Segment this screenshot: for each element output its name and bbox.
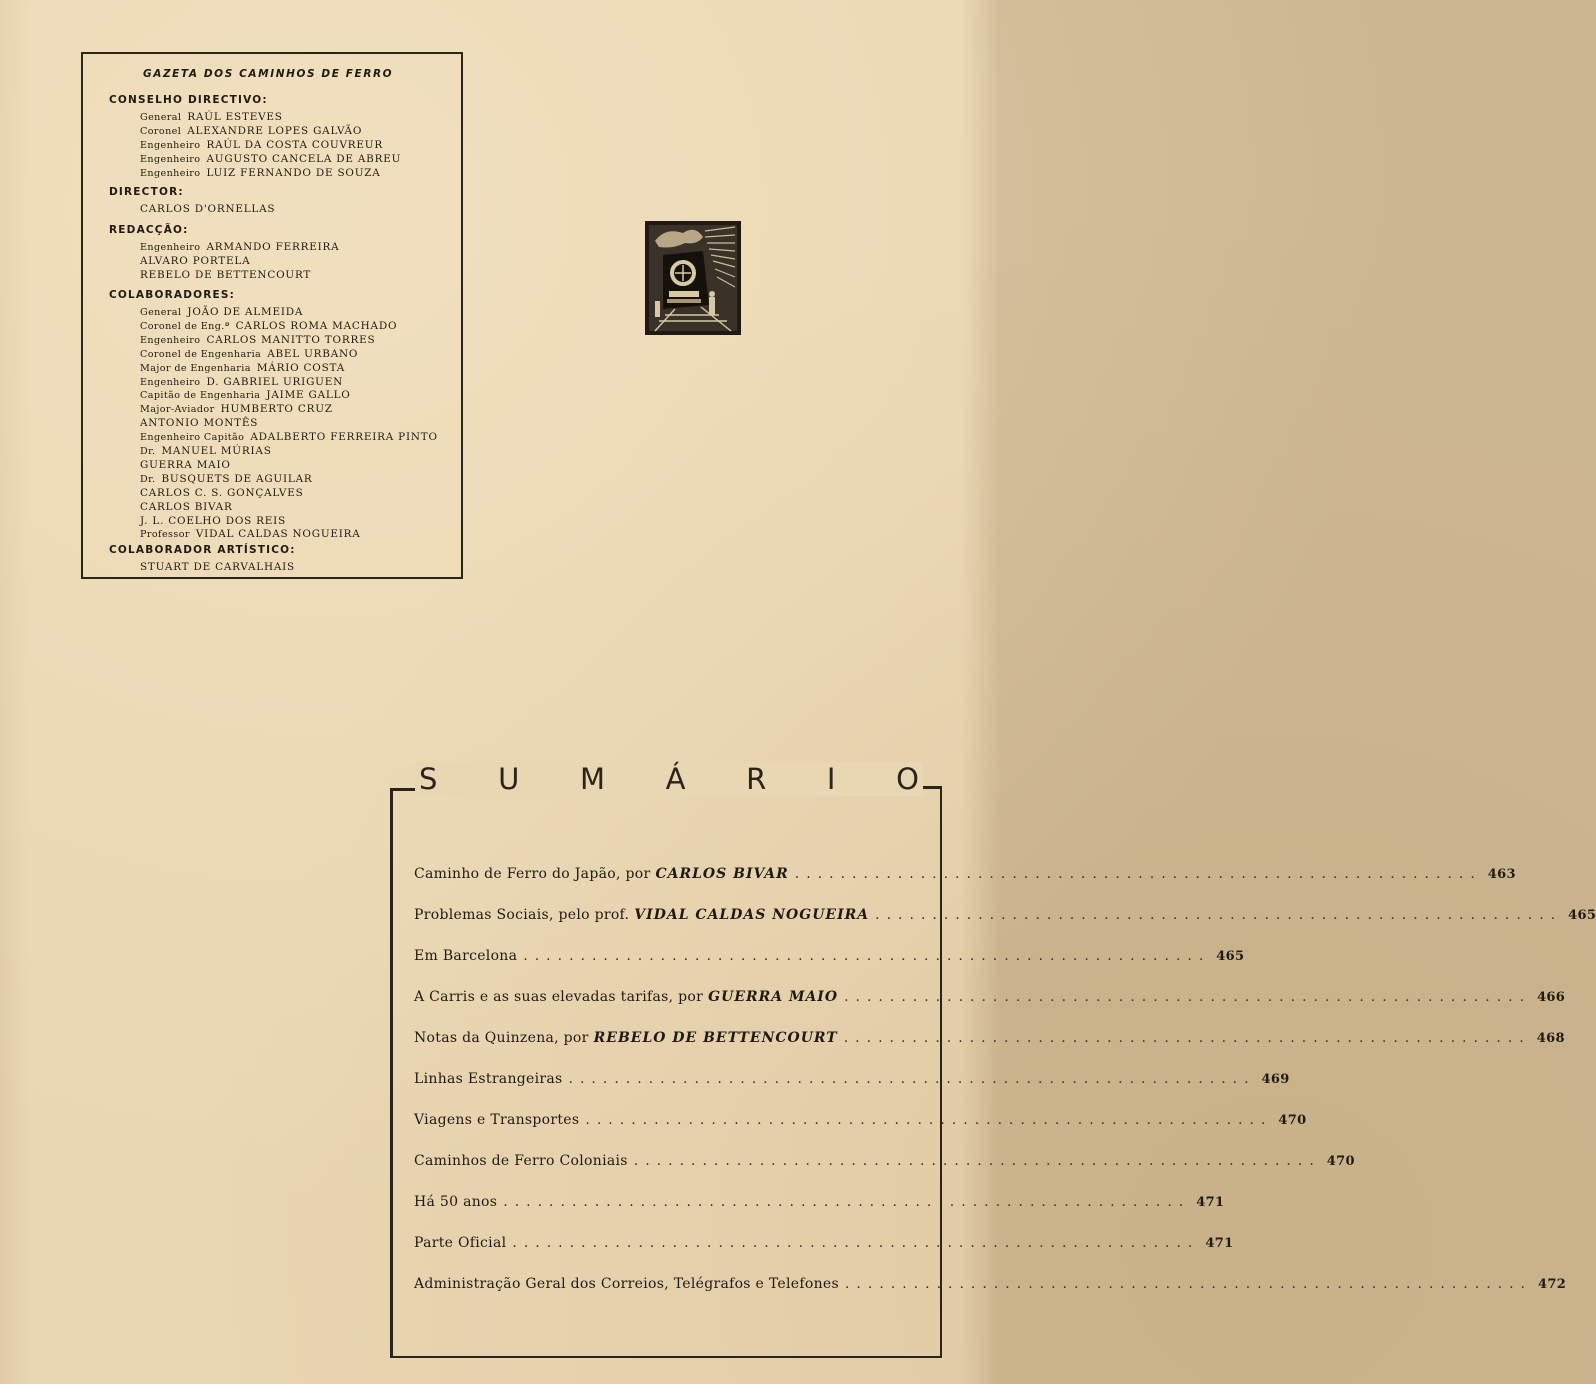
member-name: REBELO DE BETTENCOURT: [140, 268, 312, 281]
toc-entry-author: REBELO DE BETTENCOURT: [593, 1030, 838, 1046]
toc-entry-title: Há 50 anos: [414, 1194, 498, 1210]
masthead-member: [140, 459, 231, 471]
toc-entry-page: 465: [1216, 949, 1245, 964]
masthead-member: [140, 348, 358, 360]
toc-leader-dots: ............................................................: [585, 1112, 1273, 1128]
box-left-border: [390, 788, 393, 1358]
box-top-left-border: [390, 788, 418, 791]
toc-entry-author: GUERRA MAIO: [708, 989, 839, 1005]
member-name: MANUEL MÚRIAS: [161, 445, 272, 457]
member-role: Dr.: [140, 446, 156, 457]
toc-entry: [414, 1235, 1234, 1251]
member-role: Major-Aviador: [140, 404, 215, 416]
masthead-member: [140, 334, 375, 346]
masthead-member: [140, 431, 438, 443]
member-name: AUGUSTO CANCELA DE ABREU: [206, 152, 402, 165]
toc-leader-dots: ............................................................: [633, 1153, 1321, 1169]
member-name: CARLOS MANITTO TORRES: [206, 333, 376, 346]
toc-leader-dots: ............................................................: [844, 1276, 1532, 1292]
masthead-section-heading: REDACÇÃO:: [109, 224, 189, 236]
member-name: RAÚL ESTEVES: [187, 111, 283, 123]
toc-entry: [414, 1153, 1355, 1169]
masthead-member: [140, 376, 343, 388]
member-name: ALEXANDRE LOPES GALVÃO: [187, 124, 363, 137]
toc-entry-title: Viagens e Transportes: [414, 1112, 580, 1128]
toc-leader-dots: ............................................................: [512, 1235, 1200, 1251]
member-role: Engenheiro: [140, 334, 201, 346]
masthead-member: [140, 389, 351, 401]
toc-entry-title: Parte Oficial: [414, 1235, 507, 1251]
masthead-member: [140, 241, 339, 253]
toc-entry-page: 470: [1326, 1154, 1355, 1169]
sumario-heading-letter: Á: [665, 762, 686, 796]
toc-entry: [414, 866, 1516, 882]
toc-entry: [414, 1194, 1225, 1210]
member-role: Major de Engenharia: [140, 362, 251, 374]
member-name: ARMANDO FERREIRA: [206, 241, 340, 253]
masthead-member: [140, 528, 361, 540]
toc-leader-dots: ............................................................: [794, 866, 1482, 882]
member-name: JAIME GALLO: [266, 389, 351, 402]
masthead-member: [140, 501, 233, 513]
toc-leader-dots: ............................................................: [523, 948, 1211, 964]
member-role: Professor: [140, 529, 190, 541]
masthead-member: [140, 167, 381, 179]
toc-entry-author: VIDAL CALDAS NOGUEIRA: [634, 907, 870, 923]
masthead-member: [140, 487, 304, 499]
member-role: Coronel de Eng.ª: [140, 320, 230, 332]
member-name: RAÚL DA COSTA COUVREUR: [206, 138, 383, 151]
toc-entry: [414, 1112, 1307, 1128]
masthead-member: [140, 473, 313, 485]
sumario-box: [390, 776, 942, 1358]
member-role: Coronel: [140, 125, 182, 137]
toc-entry: [414, 1276, 1567, 1292]
box-bottom-border: [390, 1356, 942, 1359]
toc-entry-page: 466: [1537, 990, 1566, 1005]
masthead-member: [140, 269, 311, 281]
member-name: ABEL URBANO: [267, 347, 359, 360]
masthead-member: [140, 306, 303, 318]
toc-entry-page: 471: [1196, 1195, 1225, 1210]
member-role: Engenheiro: [140, 153, 201, 165]
toc-entry-title: Em Barcelona: [414, 948, 518, 964]
masthead-member: [140, 403, 333, 415]
member-name: GUERRA MAIO: [140, 458, 231, 471]
toc-entry-author: CARLOS BIVAR: [655, 866, 789, 882]
toc-entry-title: Administração Geral dos Correios, Telégrafos e Telefones: [414, 1276, 839, 1292]
toc-entry-page: 463: [1487, 867, 1516, 882]
member-name: CARLOS C. S. GONÇALVES: [140, 486, 304, 499]
masthead-box: [81, 52, 463, 579]
member-name: MÁRIO COSTA: [256, 361, 346, 374]
masthead-member: [140, 362, 345, 374]
masthead-member: [140, 111, 283, 123]
toc-entry-title: Linhas Estrangeiras: [414, 1071, 563, 1087]
locomotive-woodcut-illustration: [645, 221, 741, 335]
masthead-member: [140, 561, 295, 573]
toc-entry: [414, 1071, 1290, 1087]
member-role: General: [140, 307, 182, 318]
toc-leader-dots: ............................................................: [844, 989, 1532, 1005]
toc-leader-dots: ............................................................: [843, 1030, 1531, 1046]
sumario-heading-letter: S: [419, 762, 438, 796]
toc-leader-dots: ............................................................: [875, 907, 1563, 923]
member-name: VIDAL CALDAS NOGUEIRA: [195, 528, 361, 541]
member-role: Dr.: [140, 473, 156, 485]
toc-entry: [414, 948, 1245, 964]
sumario-heading-letter: R: [746, 762, 767, 796]
member-role: General: [140, 112, 182, 123]
member-name: D. GABRIEL URIGUEN: [206, 375, 344, 388]
masthead-section-heading: DIRECTOR:: [109, 186, 184, 198]
sumario-heading-letter: M: [579, 762, 605, 796]
toc-entry-page: 471: [1205, 1236, 1234, 1251]
sumario-heading-letter: O: [896, 762, 919, 796]
member-name: ALVARO PORTELA: [140, 254, 251, 267]
member-name: ADALBERTO FERREIRA PINTO: [250, 431, 438, 444]
member-role: Coronel de Engenharia: [140, 348, 262, 360]
member-name: J. L. COELHO DOS REIS: [140, 514, 287, 527]
member-role: Engenheiro Capitão: [140, 432, 245, 444]
member-name: JOÃO DE ALMEIDA: [187, 306, 304, 318]
member-name: STUART DE CARVALHAIS: [140, 561, 295, 573]
member-role: Engenheiro: [140, 242, 201, 253]
masthead-member: [140, 515, 286, 527]
masthead-section-heading: COLABORADOR ARTÍSTICO:: [109, 544, 296, 556]
masthead-member: [140, 125, 362, 137]
toc-entry-title: Problemas Sociais, pelo prof.: [414, 907, 630, 923]
toc-entry-page: 469: [1261, 1072, 1290, 1087]
masthead-section-heading: COLABORADORES:: [109, 289, 236, 301]
member-name: CARLOS D'ORNELLAS: [140, 203, 276, 215]
sumario-heading-letter: I: [826, 762, 836, 796]
toc-entry-title: A Carris e as suas elevadas tarifas, por: [414, 989, 704, 1005]
sumario-heading: [415, 762, 923, 796]
toc-entry-title: Caminhos de Ferro Coloniais: [414, 1153, 628, 1169]
masthead-member: [140, 445, 272, 457]
toc-leader-dots: ............................................................: [568, 1071, 1256, 1087]
toc-leader-dots: ............................................................: [503, 1194, 1191, 1210]
member-name: LUIZ FERNANDO DE SOUZA: [206, 166, 381, 179]
masthead-member: [140, 417, 258, 429]
member-role: Engenheiro: [140, 167, 201, 179]
masthead-member: [140, 203, 275, 215]
member-role: Engenheiro: [140, 139, 201, 151]
bleed-through-text-top: [0, 0, 6, 19]
masthead-member: [140, 320, 397, 332]
member-name: CARLOS BIVAR: [140, 500, 233, 513]
sumario-heading-letter: U: [498, 762, 520, 796]
toc-entry: [414, 907, 1596, 923]
toc-entry-title: Notas da Quinzena, por: [414, 1030, 589, 1046]
toc-entry: [414, 989, 1566, 1005]
member-role: Capitão de Engenharia: [140, 390, 261, 402]
toc-entry-page: 470: [1278, 1113, 1307, 1128]
member-role: Engenheiro: [140, 376, 201, 388]
member-name: ANTONIO MONTÊS: [140, 417, 259, 430]
toc-entry-title: Caminho de Ferro do Japão, por: [414, 866, 651, 882]
masthead-member: [140, 139, 383, 151]
member-name: BUSQUETS DE AGUILAR: [161, 472, 313, 485]
publication-title: GAZETA DOS CAMINHOS DE FERRO: [143, 68, 394, 80]
masthead-section-heading: CONSELHO DIRECTIVO:: [109, 94, 268, 106]
toc-entry-page: 468: [1536, 1031, 1565, 1046]
masthead-member: [140, 255, 250, 267]
member-name: CARLOS ROMA MACHADO: [235, 319, 398, 332]
masthead-member: [140, 153, 401, 165]
toc-entry-page: 465: [1568, 908, 1596, 923]
toc-entry: [414, 1030, 1565, 1046]
member-name: HUMBERTO CRUZ: [220, 403, 333, 416]
toc-entry-page: 472: [1538, 1277, 1567, 1292]
